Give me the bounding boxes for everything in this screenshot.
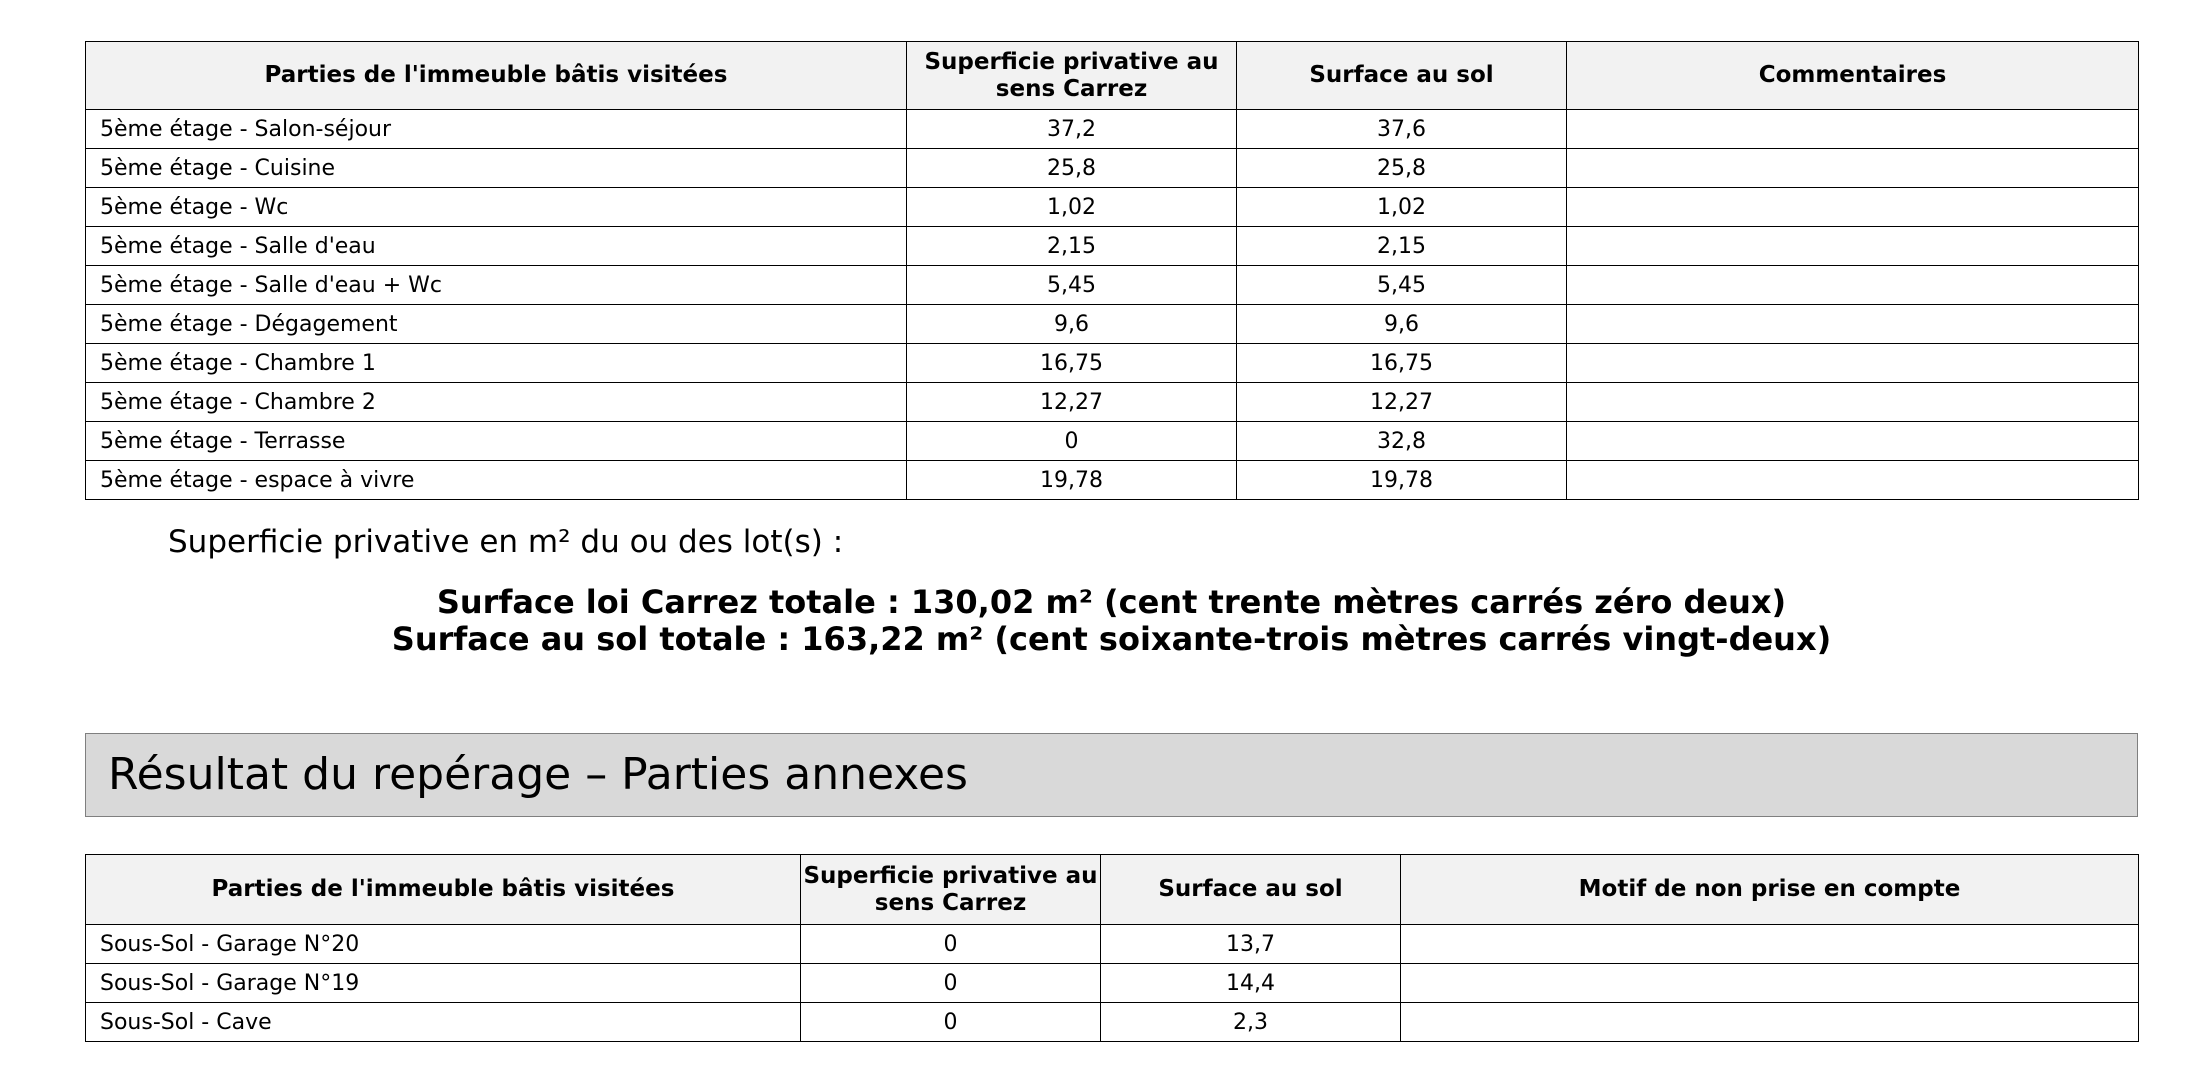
totals-block [85,584,2138,658]
table-header-row [86,42,2139,110]
table-row [86,227,2139,266]
cell-part: 5ème étage - Salle d'eau [86,227,907,266]
cell-carrez: 12,27 [907,383,1237,422]
table-row [86,266,2139,305]
table-row [86,110,2139,149]
col-header-reason: Motif de non prise en compte [1401,855,2139,925]
cell-part: 5ème étage - Chambre 2 [86,383,907,422]
cell-carrez: 16,75 [907,344,1237,383]
col-header-carrez: Superficie privative au sens Carrez [801,855,1101,925]
cell-ground: 2,3 [1101,1003,1401,1042]
table-row [86,1003,2139,1042]
cell-ground: 14,4 [1101,964,1401,1003]
cell-part: 5ème étage - Terrasse [86,422,907,461]
cell-ground: 32,8 [1237,422,1567,461]
cell-comment [1567,422,2139,461]
cell-carrez: 9,6 [907,305,1237,344]
cell-part: Sous-Sol - Cave [86,1003,801,1042]
cell-comment [1567,266,2139,305]
cell-carrez: 37,2 [907,110,1237,149]
cell-carrez: 0 [907,422,1237,461]
cell-part: Sous-Sol - Garage N°19 [86,964,801,1003]
cell-ground: 19,78 [1237,461,1567,500]
cell-ground: 37,6 [1237,110,1567,149]
table-row [86,188,2139,227]
cell-ground: 16,75 [1237,344,1567,383]
cell-ground: 12,27 [1237,383,1567,422]
table-row [86,925,2139,964]
cell-part: 5ème étage - Wc [86,188,907,227]
table-row [86,344,2139,383]
cell-carrez: 0 [801,925,1101,964]
annex-surface-table [85,854,2139,1042]
cell-reason [1401,1003,2139,1042]
section-banner [85,733,2138,817]
section-title: Résultat du repérage – Parties annexes [108,749,968,800]
cell-comment [1567,227,2139,266]
col-header-parts: Parties de l'immeuble bâtis visitées [86,855,801,925]
cell-carrez: 2,15 [907,227,1237,266]
cell-ground: 1,02 [1237,188,1567,227]
col-header-comments: Commentaires [1567,42,2139,110]
cell-part: 5ème étage - Dégagement [86,305,907,344]
ground-total: Surface au sol totale : 163,22 m² (cent soixante-trois mètres carrés vingt-deux) [391,620,1832,658]
cell-ground: 13,7 [1101,925,1401,964]
table-row [86,964,2139,1003]
cell-reason [1401,925,2139,964]
summary-label: Superficie privative en m² du ou des lot(s) : [168,524,844,560]
cell-reason [1401,964,2139,1003]
table-row [86,149,2139,188]
cell-part: Sous-Sol - Garage N°20 [86,925,801,964]
cell-comment [1567,110,2139,149]
cell-carrez: 5,45 [907,266,1237,305]
cell-carrez: 0 [801,964,1101,1003]
table-row [86,461,2139,500]
cell-part: 5ème étage - Cuisine [86,149,907,188]
cell-ground: 25,8 [1237,149,1567,188]
cell-part: 5ème étage - Salon-séjour [86,110,907,149]
table-row [86,422,2139,461]
cell-comment [1567,188,2139,227]
cell-comment [1567,344,2139,383]
cell-comment [1567,461,2139,500]
table-row [86,305,2139,344]
col-header-ground: Surface au sol [1101,855,1401,925]
col-header-ground: Surface au sol [1237,42,1567,110]
cell-carrez: 1,02 [907,188,1237,227]
carrez-total: Surface loi Carrez totale : 130,02 m² (cent trente mètres carrés zéro deux) [436,583,1787,621]
cell-carrez: 19,78 [907,461,1237,500]
col-header-carrez: Superficie privative au sens Carrez [907,42,1237,110]
cell-ground: 9,6 [1237,305,1567,344]
col-header-parts: Parties de l'immeuble bâtis visitées [86,42,907,110]
cell-comment [1567,149,2139,188]
carrez-surface-table [85,41,2139,500]
table-row [86,383,2139,422]
cell-ground: 2,15 [1237,227,1567,266]
cell-comment [1567,383,2139,422]
cell-part: 5ème étage - Chambre 1 [86,344,907,383]
cell-part: 5ème étage - Salle d'eau + Wc [86,266,907,305]
cell-comment [1567,305,2139,344]
cell-carrez: 25,8 [907,149,1237,188]
cell-part: 5ème étage - espace à vivre [86,461,907,500]
table-header-row [86,855,2139,925]
cell-carrez: 0 [801,1003,1101,1042]
cell-ground: 5,45 [1237,266,1567,305]
